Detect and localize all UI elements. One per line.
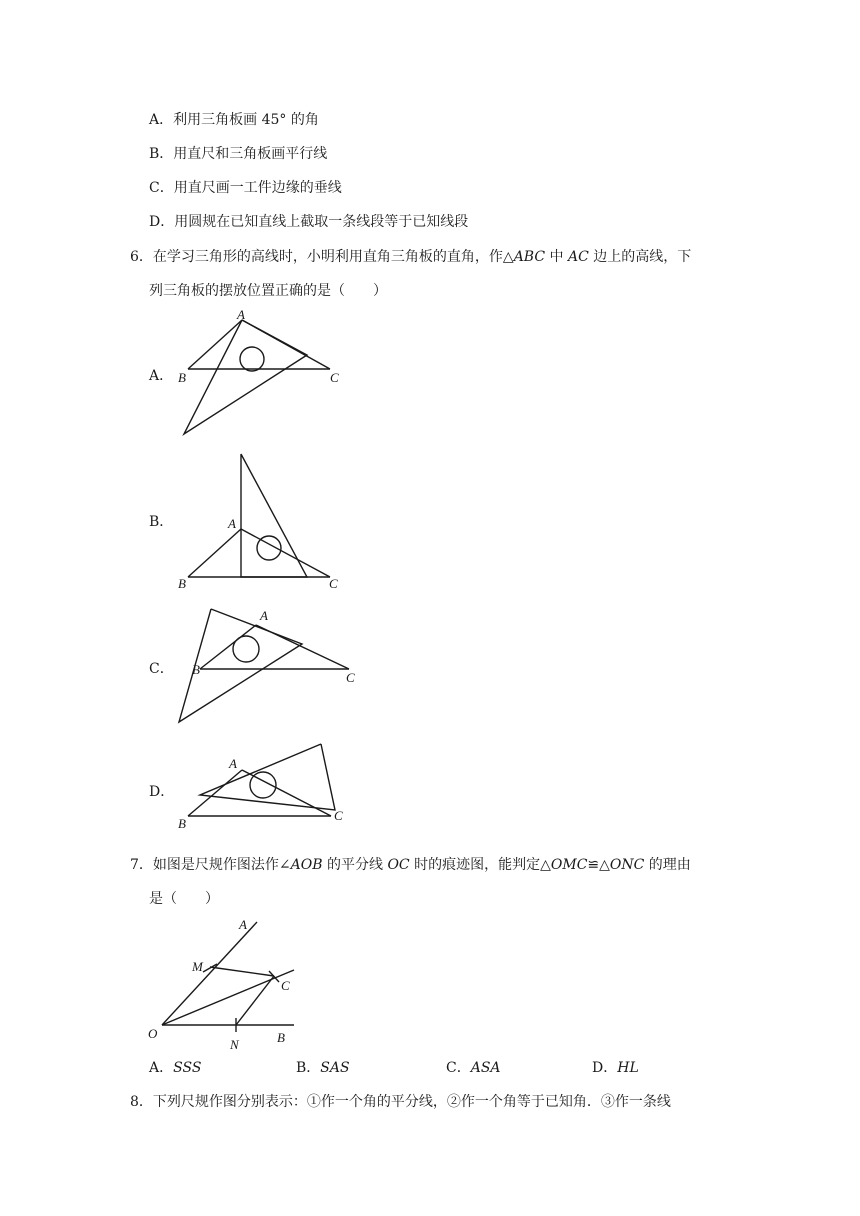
q6-option-c-letter: C． xyxy=(149,661,174,677)
q7-stem-line1: 7．如图是尺规作图法作∠AOB 的平分线 OC 时的痕迹图，能判定△OMC≌△ONC 的理由 xyxy=(130,857,691,873)
q6b-label-c: C xyxy=(329,576,338,591)
q6-stem-line1: 6．在学习三角形的高线时，小明利用直角三角板的直角，作△ABC 中 AC 边上的高线，下 xyxy=(130,249,692,265)
q6-figure-d xyxy=(174,738,364,834)
q6c-label-c: C xyxy=(346,670,355,685)
q6b-label-b: B xyxy=(178,576,186,591)
q5-option-a: A．利用三角板画 45° 的角 xyxy=(149,112,319,128)
q7-label-c: C xyxy=(281,978,290,993)
q6c-label-a: A xyxy=(260,608,268,623)
q6-option-a-letter: A． xyxy=(149,368,174,384)
q7-label-a: A xyxy=(239,917,247,932)
q7-option-d: D．HL xyxy=(592,1060,639,1076)
q5-option-b: B．用直尺和三角板画平行线 xyxy=(149,146,328,162)
q6-stem-line2: 列三角板的摆放位置正确的是（ ） xyxy=(149,283,387,299)
q6d-label-a: A xyxy=(229,756,237,771)
q5-option-d: D．用圆规在已知直线上截取一条线段等于已知线段 xyxy=(149,214,469,230)
q6c-label-b: B xyxy=(192,662,200,677)
q6b-label-a: A xyxy=(228,516,236,531)
q7-figure xyxy=(144,912,304,1052)
q7-label-m: M xyxy=(192,959,203,974)
q6a-label-b: B xyxy=(178,370,186,385)
q6-figure-b xyxy=(174,450,354,592)
q6-option-d-letter: D． xyxy=(149,784,175,800)
q6d-label-c: C xyxy=(334,808,343,823)
q7-option-b: B．SAS xyxy=(296,1060,350,1076)
q6a-label-a: A xyxy=(237,307,245,322)
q7-option-a: A．SSS xyxy=(149,1060,202,1076)
q6a-label-c: C xyxy=(330,370,339,385)
q7-label-o: O xyxy=(148,1026,158,1041)
q8-stem-line1: 8．下列尺规作图分别表示：①作一个角的平分线，②作一个角等于已知角．③作一条线 xyxy=(130,1094,671,1110)
q7-stem-line2: 是（ ） xyxy=(149,891,219,907)
q6d-label-b: B xyxy=(178,816,186,831)
q6-figure-a xyxy=(174,306,354,440)
q7-option-c: C．ASA xyxy=(446,1060,501,1076)
q6-figure-c xyxy=(174,604,364,730)
q7-label-b: B xyxy=(277,1030,285,1045)
q6-option-b-letter: B． xyxy=(149,514,174,530)
q7-label-n: N xyxy=(230,1037,239,1052)
q5-option-c: C．用直尺画一工件边缘的垂线 xyxy=(149,180,342,196)
